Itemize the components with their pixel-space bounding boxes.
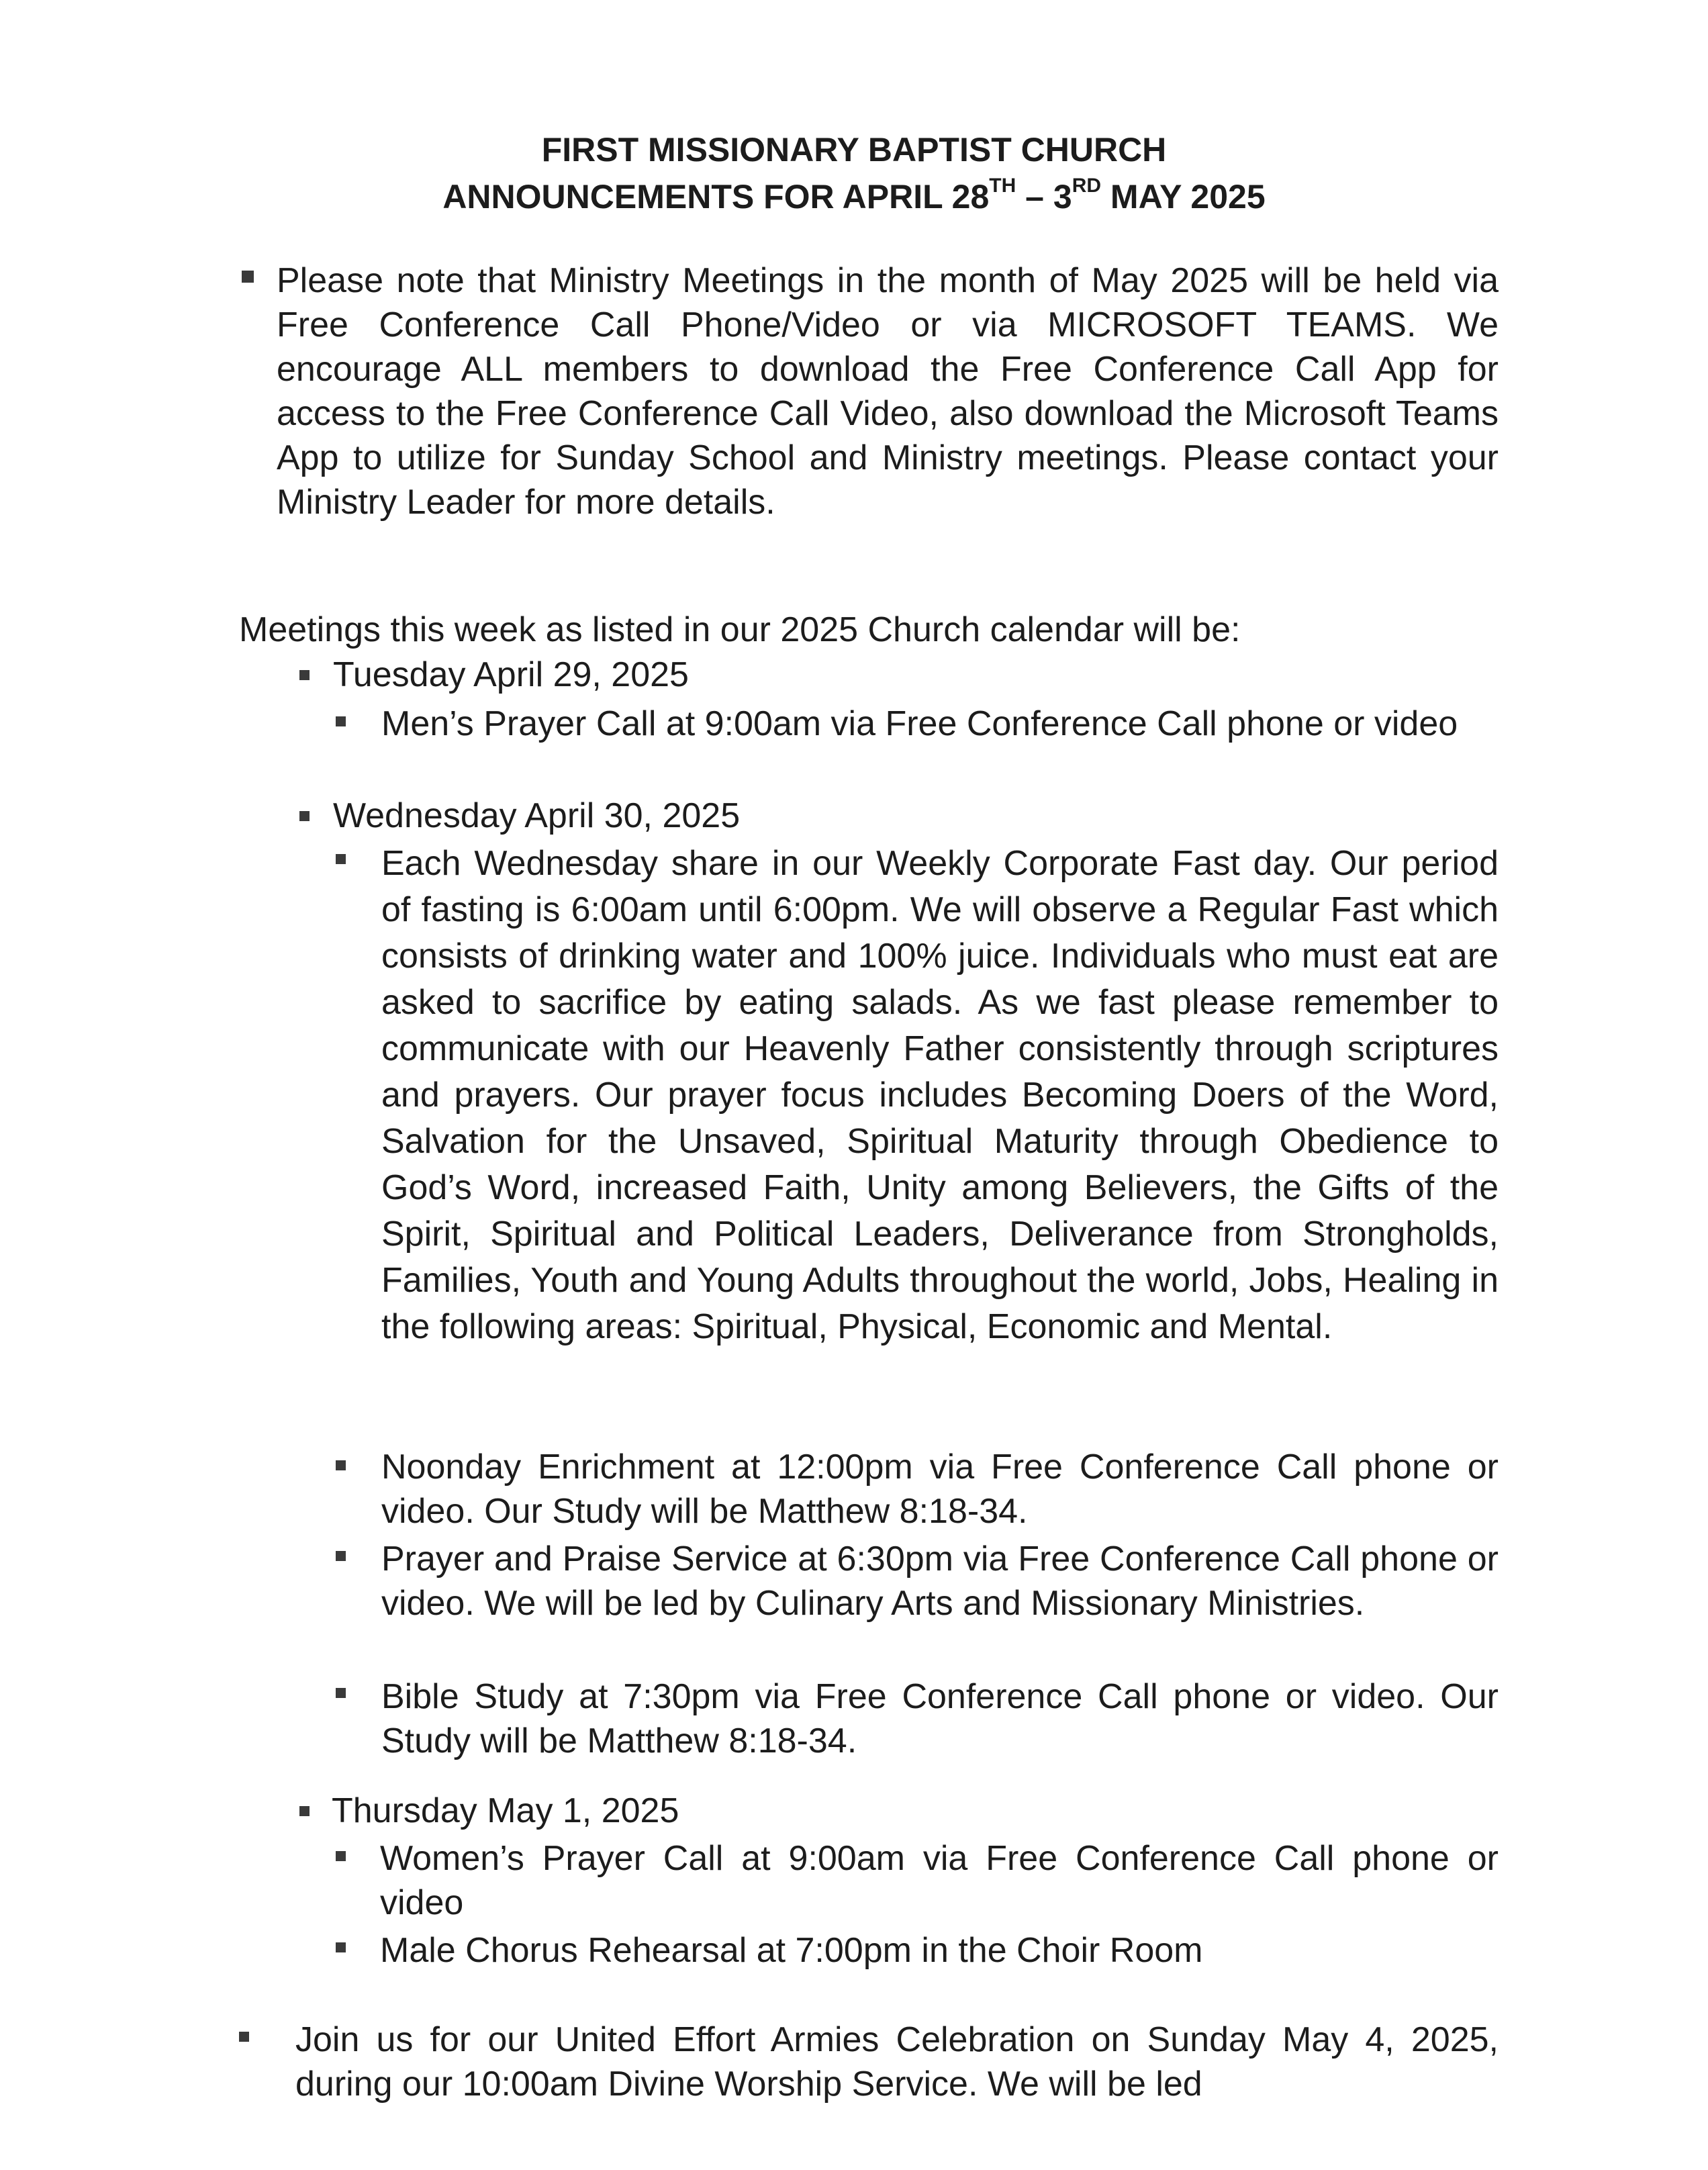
- meetings-intro: Meetings this week as listed in our 2025 Church calendar will be:: [239, 610, 1241, 649]
- bullet-icon: [336, 716, 346, 726]
- day-heading-wednesday: Wednesday April 30, 2025: [333, 796, 741, 835]
- prayer-praise-service: Prayer and Praise Service at 6:30pm via Free Conference Call phone or video. We will be led by Culinary Arts and Missionary Ministries.: [381, 1540, 1499, 1623]
- womens-prayer-call: Women’s Prayer Call at 9:00am via Free Conference Call phone or video: [380, 1839, 1499, 1922]
- bullet-icon: [336, 1688, 346, 1698]
- church-name: FIRST MISSIONARY BAPTIST CHURCH: [541, 131, 1167, 169]
- document-header: [0, 126, 1708, 220]
- bullet-icon: [336, 1460, 346, 1470]
- bible-study: Bible Study at 7:30pm via Free Conference Call phone or video. Our Study will be Matthew 8:18-34.: [381, 1677, 1499, 1760]
- noonday-enrichment: Noonday Enrichment at 12:00pm via Free Conference Call phone or video. Our Study will be Matthew 8:18-34.: [381, 1448, 1499, 1531]
- bullet-icon: [336, 1942, 346, 1952]
- bullet-icon: [336, 1851, 346, 1861]
- bullet-icon: [299, 811, 310, 821]
- mens-prayer-call: Men’s Prayer Call at 9:00am via Free Conference Call phone or video: [381, 704, 1458, 743]
- bullet-icon: [239, 2032, 249, 2042]
- day-heading-tuesday: Tuesday April 29, 2025: [333, 655, 689, 694]
- ministry-meetings-notice: Please note that Ministry Meetings in the month of May 2025 will be held via Free Conference Call Phone/Video or via MICROSOFT TEAMS. We encourage ALL members to download the Free Conference Call App for access to the Free Conference Call Video, also download the Microsoft Teams App to utilize for Sunday School and Ministry meetings. Please contact your Ministry Leader for more details.: [277, 261, 1499, 522]
- bullet-icon: [299, 1806, 310, 1816]
- bullet-icon: [336, 854, 346, 864]
- weekly-corporate-fast: Each Wednesday share in our Weekly Corporate Fast day. Our period of fasting is 6:00am until 6:00pm. We will observe a Regular Fast which consists of drinking water and 100% juice. Individuals who must eat are asked to sacrifice by eating salads. As we fast please remember to communicate with our Heavenly Father consistently through scriptures and prayers. Our prayer focus includes Becoming Doers of the Word, Salvation for the Unsaved, Spiritual Maturity through Obedience to God’s Word, increased Faith, Unity among Believers, the Gifts of the Spirit, Spiritual and Political Leaders, Deliverance from Strongholds, Families, Youth and Young Adults throughout the world, Jobs, Healing in the following areas: Spiritual, Physical, Economic and Mental.: [381, 844, 1499, 1346]
- male-chorus-rehearsal: Male Chorus Rehearsal at 7:00pm in the Choir Room: [380, 1931, 1203, 1970]
- bullet-icon: [242, 271, 254, 283]
- day-heading-thursday: Thursday May 1, 2025: [332, 1791, 679, 1830]
- united-effort-armies-celebration: Join us for our United Effort Armies Celebration on Sunday May 4, 2025, during our 10:00am Divine Worship Service. We will be led: [295, 2020, 1499, 2104]
- announcement-dates: ANNOUNCEMENTS FOR APRIL 28TH – 3RD MAY 2025: [442, 175, 1266, 216]
- bullet-icon: [299, 670, 310, 680]
- bullet-icon: [336, 1551, 346, 1561]
